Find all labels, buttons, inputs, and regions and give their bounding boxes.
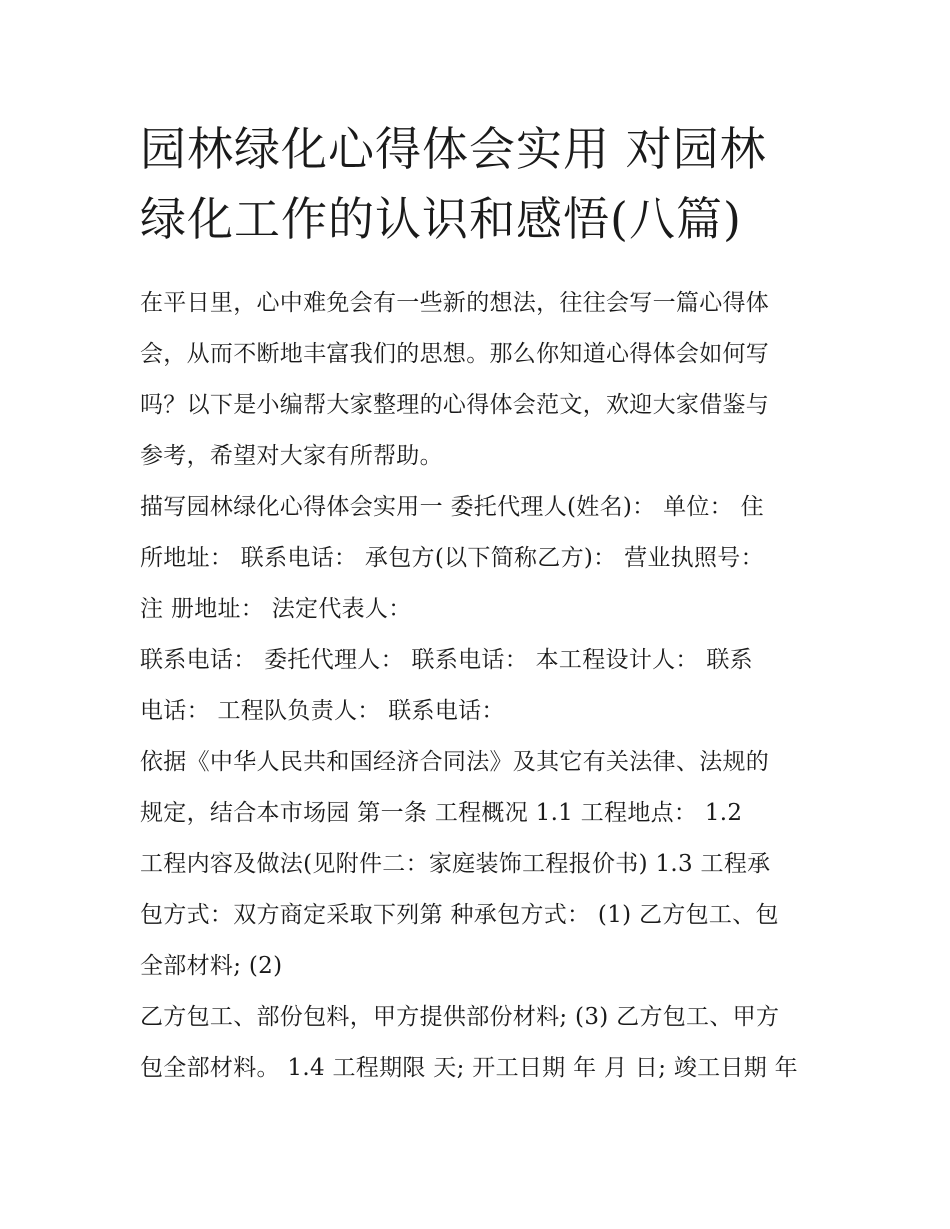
title-line-2: 绿化工作的认识和感悟(八篇) — [140, 192, 742, 246]
document-title — [140, 114, 820, 254]
body-line-6: 所地址： 联系电话： 承包方(以下简称乙方)： 营业执照号： — [140, 545, 764, 571]
body-line-14: 全部材料; (2) — [140, 953, 283, 979]
body-line-16: 包全部材料。 1.4 工程期限 天; 开工日期 年 月 日; 竣工日期 年 — [140, 1055, 798, 1081]
body-line-15: 乙方包工、部份包料，甲方提供部份材料; (3) 乙方包工、甲方 — [140, 1004, 780, 1030]
body-line-12: 工程内容及做法(见附件二：家庭装饰工程报价书) 1.3 工程承 — [140, 851, 771, 877]
body-line-4: 参考，希望对大家有所帮助。 — [140, 443, 443, 469]
title-line-1: 园林绿化心得体会实用 对园林 — [140, 122, 767, 176]
body-line-9: 电话： 工程队负责人： 联系电话： — [140, 698, 505, 724]
body-line-13: 包方式：双方商定采取下列第 种承包方式： (1) 乙方包工、包 — [140, 902, 779, 928]
body-line-5: 描写园林绿化心得体会实用一 委托代理人(姓名)： 单位： 住 — [140, 494, 764, 520]
body-line-8: 联系电话： 委托代理人： 联系电话： 本工程设计人： 联系 — [140, 647, 753, 673]
body-line-1: 在平日里，心中难免会有一些新的想法，往往会写一篇心得体 — [140, 290, 770, 316]
body-line-3: 吗？以下是小编帮大家整理的心得体会范文，欢迎大家借鉴与 — [140, 392, 770, 418]
body-line-7: 注 册地址： 法定代表人： — [140, 596, 412, 622]
body-line-10: 依据《中华人民共和国经济合同法》及其它有关法律、法规的 — [140, 749, 770, 775]
body-line-2: 会，从而不断地丰富我们的思想。那么你知道心得体会如何写 — [140, 341, 770, 367]
body-line-11: 规定，结合本市场园 第一条 工程概况 1.1 工程地点： 1.2 — [140, 800, 743, 826]
document-body — [140, 278, 820, 1094]
